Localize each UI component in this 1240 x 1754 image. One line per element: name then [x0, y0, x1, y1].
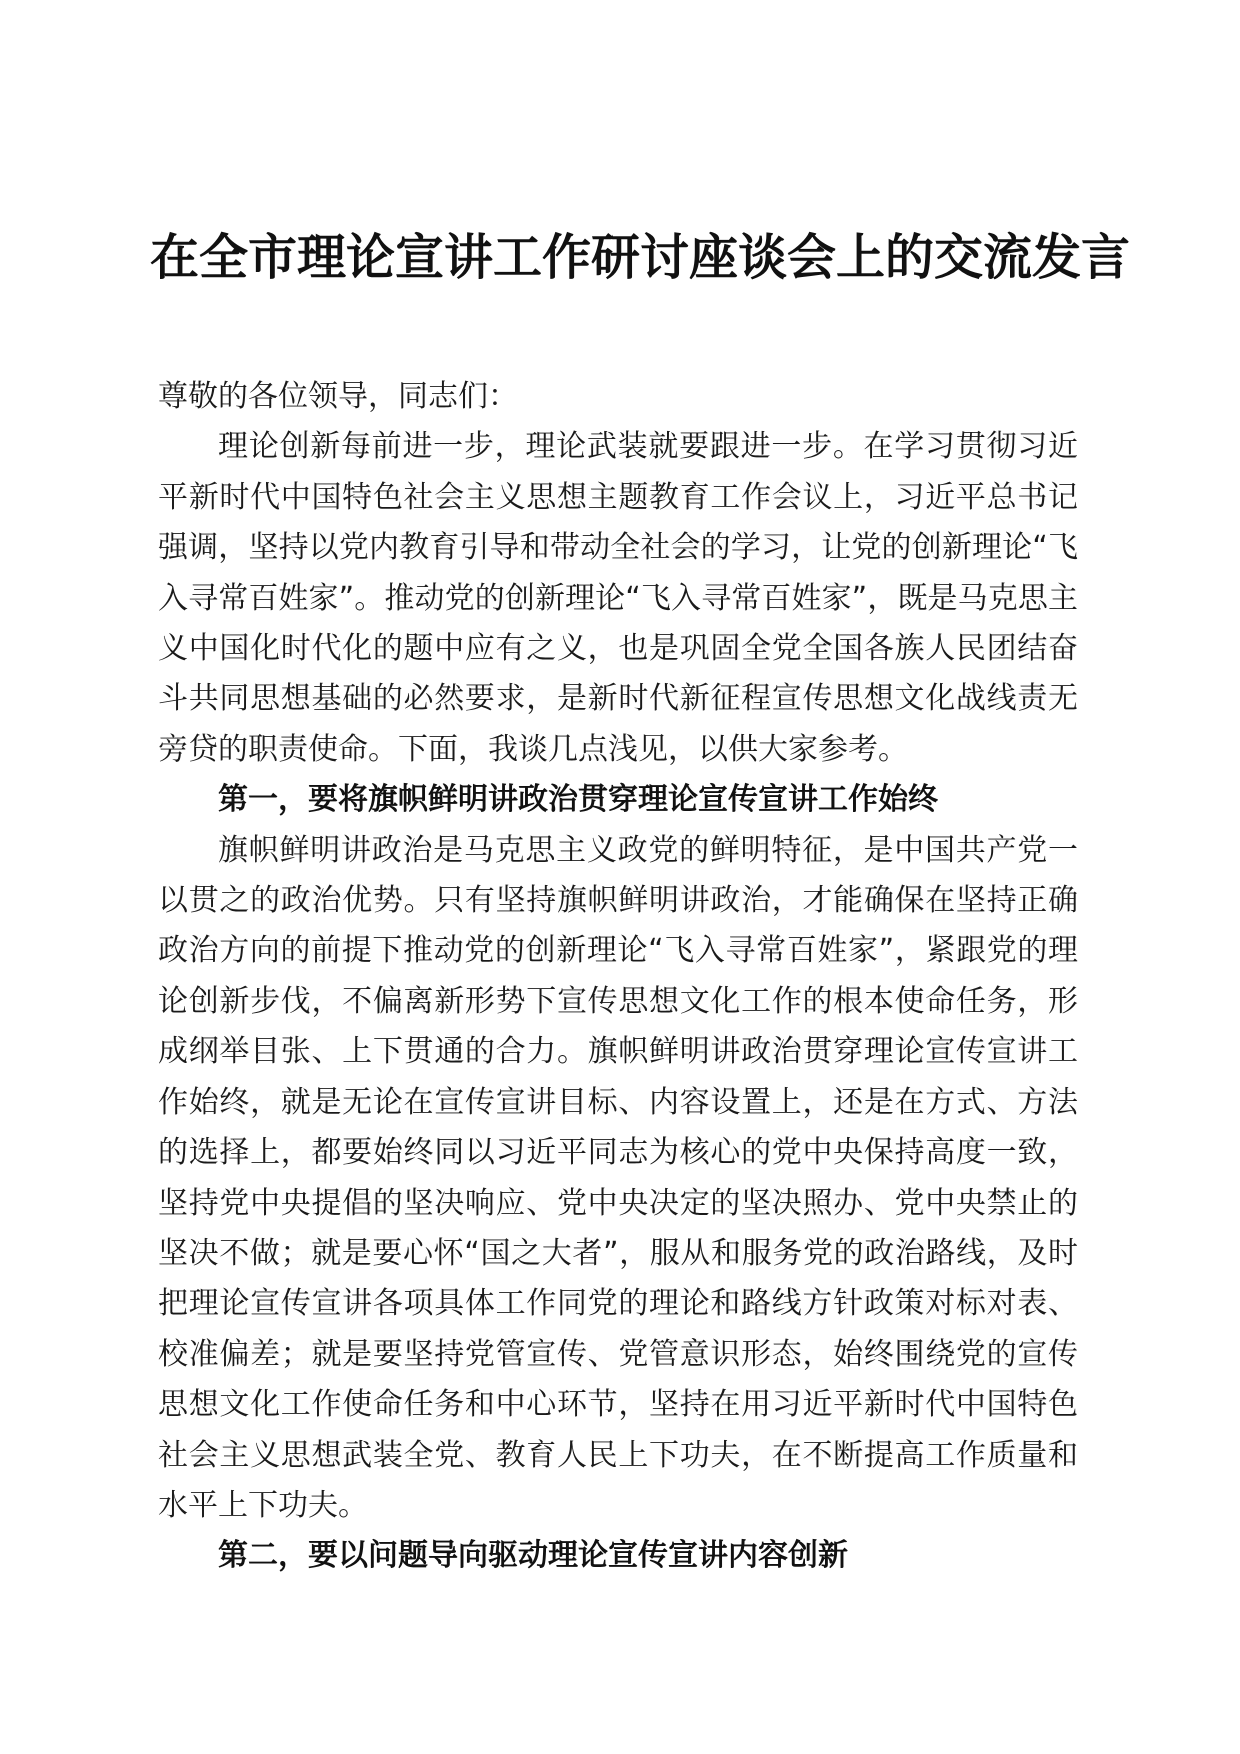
- document-body: [158, 372, 1078, 1582]
- section-heading-1: 第一，要将旗帜鲜明讲政治贯穿理论宣传宣讲工作始终: [218, 782, 938, 818]
- section-heading-2: 第二，要以问题导向驱动理论宣传宣讲内容创新: [218, 1538, 848, 1574]
- salutation: 尊敬的各位领导，同志们：: [158, 379, 518, 414]
- document-title: 在全市理论宣讲工作研讨座谈会上的交流发言: [150, 228, 1131, 286]
- intro-paragraph: 理论创新每前进一步，理论武装就要跟进一步。在学习贯彻习近平新时代中国特色社会主义思想主题教育工作会议上，习近平总书记强调，坚持以党内教育引导和带动全社会的学习，让党的创新理论“飞入寻常百姓家”。推动党的创新理论“飞入寻常百姓家”，既是马克思主义中国化时代化的题中应有之义，也是巩固全党全国各族人民团结奋斗共同思想基础的必然要求，是新时代新征程宣传思想文化战线责无旁贷的职责使命。下面，我谈几点浅见，以供大家参考。: [158, 429, 1078, 767]
- section-body-1: 旗帜鲜明讲政治是马克思主义政党的鲜明特征，是中国共产党一以贯之的政治优势。只有坚持旗帜鲜明讲政治，才能确保在坚持正确政治方向的前提下推动党的创新理论“飞入寻常百姓家”，紧跟党的理论创新步伐，不偏离新形势下宣传思想文化工作的根本使命任务，形成纲举目张、上下贯通的合力。旗帜鲜明讲政治贯穿理论宣传宣讲工作始终，就是无论在宣传宣讲目标、内容设置上，还是在方式、方法的选择上，都要始终同以习近平同志为核心的党中央保持高度一致，坚持党中央提倡的坚决响应、党中央决定的坚决照办、党中央禁止的坚决不做；就是要心怀“国之大者”，服从和服务党的政治路线，及时把理论宣传宣讲各项具体工作同党的理论和路线方针政策对标对表、校准偏差；就是要坚持党管宣传、党管意识形态，始终围绕党的宣传思想文化工作使命任务和中心环节，坚持在用习近平新时代中国特色社会主义思想武装全党、教育人民上下功夫，在不断提高工作质量和水平上下功夫。: [158, 832, 1078, 1523]
